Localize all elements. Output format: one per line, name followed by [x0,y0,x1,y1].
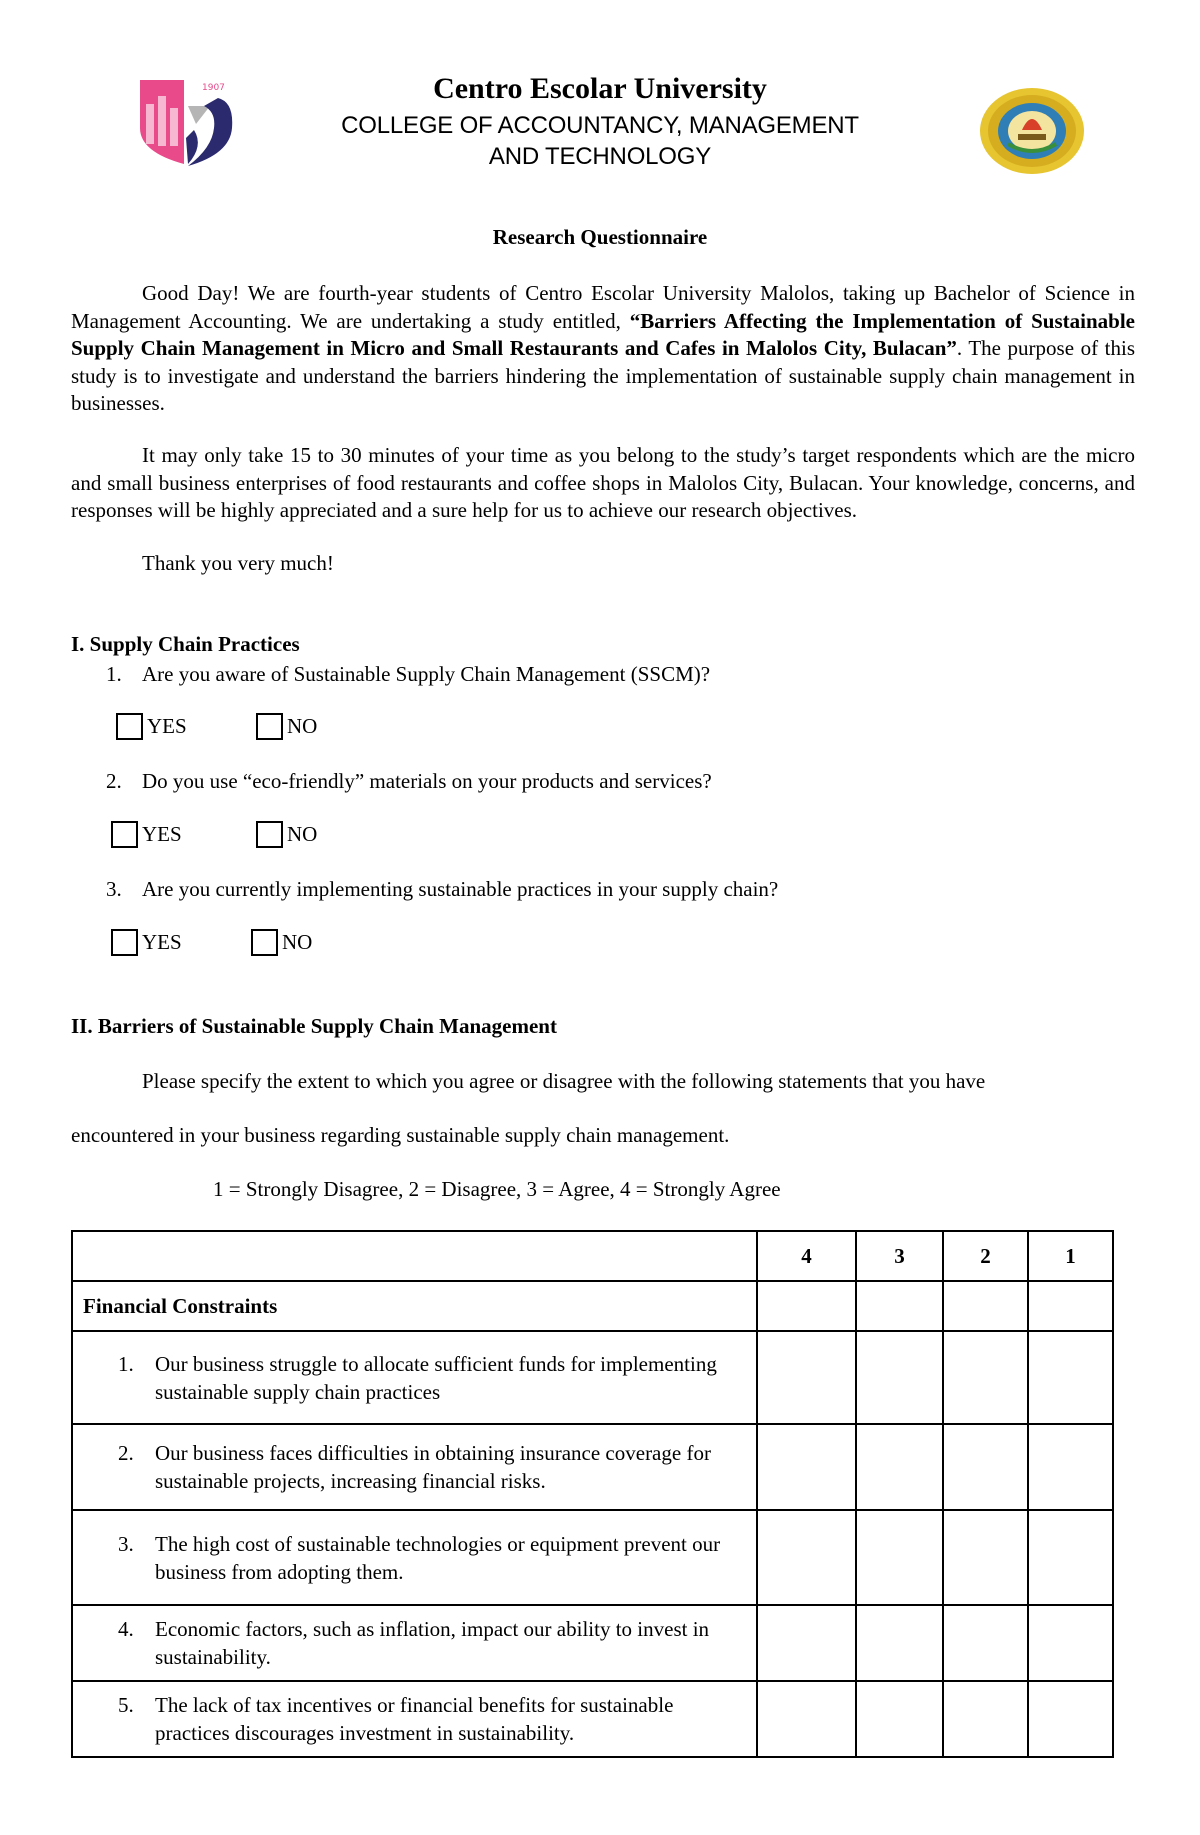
no-label: NO [287,714,318,738]
checkbox-q2-yes[interactable] [111,821,138,848]
section-1-title: I. Supply Chain Practices [71,632,300,656]
category-cell [1028,1281,1113,1331]
question-number: 2. [106,769,122,793]
header-rating-2: 2 [943,1231,1028,1281]
rating-cell-3[interactable] [856,1510,943,1605]
intro-text-b: . The purpose of this study is to investigate and understand the barriers hindering the implementation of sustainable supply chain management in businesses. [71,336,1136,415]
statement-text: The high cost of sustainable technologies or equipment prevent our business from adopting them. [155,1531,721,1584]
yes-label: YES [142,822,182,846]
statement-cell [72,1605,757,1681]
statement-number: 5. [118,1693,134,1717]
table-row [72,1331,1113,1424]
table-row [72,1605,1113,1681]
rating-cell-4[interactable] [757,1331,856,1424]
statement-cell [72,1424,757,1510]
checkbox-q3-no[interactable] [251,929,278,956]
category-cell [943,1281,1028,1331]
question-number: 1. [106,662,122,686]
rating-cell-1[interactable] [1028,1510,1113,1605]
header-rating-3: 3 [856,1231,943,1281]
rating-cell-3[interactable] [856,1681,943,1757]
q2-yes-option[interactable] [111,821,182,848]
rating-cell-1[interactable] [1028,1424,1113,1510]
intro-text-2: It may only take 15 to 30 minutes of your time as you belong to the study’s target respondents which are the micro and small business enterprises of food restaurants and coffee shops in Malolos City, Bulacan. Your knowledge, concerns, and responses will be highly appreciated and a sure help for us to achieve our research objectives. [71,443,1135,522]
statement-cell [72,1331,757,1424]
question-text: Are you aware of Sustainable Supply Chain Management (SSCM)? [142,662,711,686]
intro-paragraph-1 [71,280,1135,418]
intro-text-a: Good Day! We are fourth-year students of Centro Escolar University Malolos, taking up Bachelor of Science in Management Accounting. We are undertaking a study entitled, [71,281,1135,333]
statement-text: Our business struggle to allocate sufficient funds for implementing sustainable supply chain practices [155,1351,717,1404]
statement-cell [72,1681,757,1757]
category-cell [856,1281,943,1331]
checkbox-q2-no[interactable] [256,821,283,848]
q1-yes-option[interactable] [116,713,187,740]
college-shield-logo-icon [138,78,234,168]
rating-table [71,1230,1114,1758]
rating-cell-4[interactable] [757,1510,856,1605]
table-row [72,1681,1113,1757]
header-rating-4: 4 [757,1231,856,1281]
statement-number: 3. [118,1531,134,1556]
header-rating-1: 1 [1028,1231,1113,1281]
no-label: NO [287,822,318,846]
table-row [72,1424,1113,1510]
statement-cell [72,1510,757,1605]
question-3 [106,877,778,902]
category-row [72,1281,1113,1331]
q2-no-option[interactable] [256,821,317,848]
statement-number: 4. [118,1617,134,1641]
rating-cell-2[interactable] [943,1331,1028,1424]
question-1 [106,662,710,687]
category-cell [757,1281,856,1331]
university-name: Centro Escolar University [433,72,767,105]
rating-cell-2[interactable] [943,1605,1028,1681]
yes-label: YES [147,714,187,738]
rating-cell-4[interactable] [757,1605,856,1681]
university-seal-icon [978,86,1086,176]
yes-label: YES [142,930,182,954]
study-title: “Barriers Affecting the Implementation of Sustainable Supply Chain Management in Micro and Small Restaurants and Cafes in Malolos City, Bulacan” [71,308,1135,360]
rating-cell-3[interactable] [856,1605,943,1681]
logo-year: 1907 [202,83,225,93]
rating-cell-4[interactable] [757,1681,856,1757]
rating-cell-1[interactable] [1028,1605,1113,1681]
table-row [72,1510,1113,1605]
statement-number: 2. [118,1441,134,1465]
rating-cell-3[interactable] [856,1424,943,1510]
statement-text: Economic factors, such as inflation, impact our ability to invest in sustainability. [155,1617,710,1669]
checkbox-q1-yes[interactable] [116,713,143,740]
rating-cell-4[interactable] [757,1424,856,1510]
page-title: Research Questionnaire [492,225,708,249]
checkbox-q3-yes[interactable] [111,929,138,956]
question-2 [106,769,712,794]
category-label: Financial Constraints [72,1281,757,1331]
statement-text: The lack of tax incentives or financial benefits for sustainable practices discourages investment in sustainability. [155,1693,674,1745]
rating-cell-2[interactable] [943,1424,1028,1510]
no-label: NO [282,930,313,954]
college-name-line1: COLLEGE OF ACCOUNTANCY, MANAGEMENT [341,112,859,139]
college-name [260,110,940,172]
instruction-line-2: encountered in your business regarding sustainable supply chain management. [71,1123,730,1147]
q3-yes-option[interactable] [111,929,182,956]
question-number: 3. [106,877,122,901]
rating-cell-2[interactable] [943,1510,1028,1605]
question-text: Are you currently implementing sustainable practices in your supply chain? [142,877,779,901]
instruction-line-1: Please specify the extent to which you agree or disagree with the following statements that you have [142,1069,986,1093]
q1-no-option[interactable] [256,713,317,740]
question-text: Do you use “eco-friendly” materials on your products and services? [142,769,712,793]
checkbox-q1-no[interactable] [256,713,283,740]
header-statement [72,1231,757,1281]
statement-number: 1. [118,1351,134,1376]
thank-you-text: Thank you very much! [142,551,334,575]
intro-paragraph-2 [71,442,1135,525]
q3-no-option[interactable] [251,929,312,956]
college-name-line2: AND TECHNOLOGY [488,143,712,170]
rating-cell-3[interactable] [856,1331,943,1424]
rating-cell-1[interactable] [1028,1681,1113,1757]
rating-cell-2[interactable] [943,1681,1028,1757]
table-header-row [72,1231,1113,1281]
section-2-title: II. Barriers of Sustainable Supply Chain Management [71,1014,557,1038]
statement-text: Our business faces difficulties in obtaining insurance coverage for sustainable projects, increasing financial risks. [155,1441,711,1493]
rating-cell-1[interactable] [1028,1331,1113,1424]
rating-scale-legend: 1 = Strongly Disagree, 2 = Disagree, 3 = Agree, 4 = Strongly Agree [213,1177,781,1201]
